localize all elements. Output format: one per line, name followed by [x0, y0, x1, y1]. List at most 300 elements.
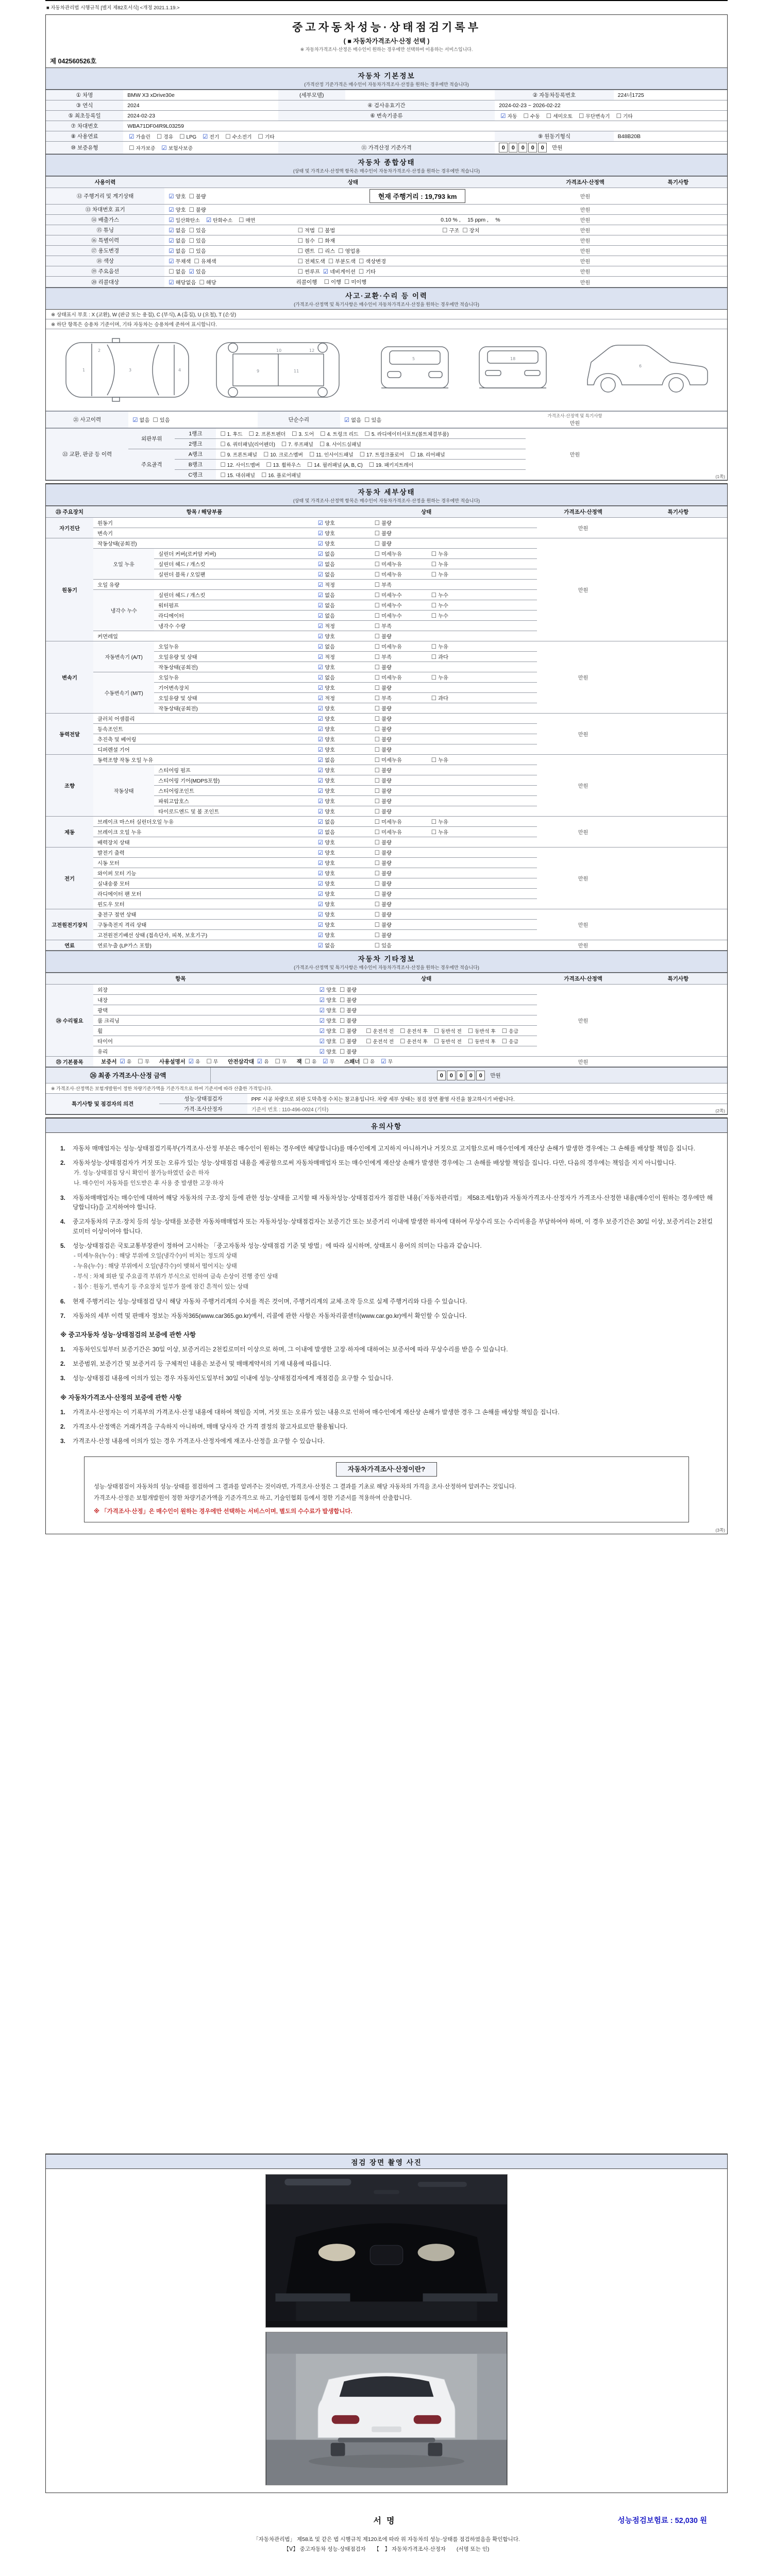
- item-name: 브레이크 마스터 실린더오일 누유: [93, 817, 315, 827]
- checkbox-option[interactable]: ☑ 없음: [317, 603, 335, 609]
- unchecked-box-icon: ☐: [338, 248, 344, 255]
- price-cell: 만원: [537, 817, 629, 848]
- checkbox-option[interactable]: ☐ 경유: [156, 133, 174, 140]
- unchecked-box-icon: ☐: [179, 133, 185, 140]
- checkbox-option[interactable]: ☑ 없음: [132, 417, 150, 423]
- checkbox-option[interactable]: ☐ 있음: [189, 248, 206, 255]
- status-cell: [315, 538, 537, 549]
- remark-cell: [629, 641, 727, 714]
- checked-box-icon: ☑: [319, 1049, 325, 1055]
- checkbox-option[interactable]: ☑ 무: [381, 1059, 393, 1065]
- checkbox-option[interactable]: ☐ 불량: [374, 634, 392, 640]
- checkbox-option[interactable]: ☐ 불량: [374, 706, 392, 712]
- checkbox-option[interactable]: ☐ 불량: [374, 531, 392, 537]
- checkbox-option[interactable]: ☐ 불량: [340, 1028, 357, 1035]
- checkbox-option[interactable]: ☐ 화재: [317, 238, 335, 244]
- engine-label: ⑨ 원동기형식: [495, 131, 613, 142]
- unchecked-box-icon: ☐: [153, 417, 158, 423]
- notice-sub-item: - 침수 : 원동기, 변속기 등 주요장치 일부가 물에 잠긴 흔적이 있는 상태: [74, 1283, 249, 1290]
- checkbox-option[interactable]: ☐ 13. 휠하우스: [266, 462, 301, 468]
- checkbox-option[interactable]: ☑ 양호: [317, 520, 335, 527]
- checkbox-option[interactable]: ☐ 누유: [431, 819, 448, 825]
- checkbox-option[interactable]: ☑ 적정: [317, 582, 335, 588]
- checkbox-option[interactable]: ☑ 없음: [317, 757, 335, 764]
- checkbox-option[interactable]: ☐ 불량: [374, 912, 392, 918]
- checkbox-option[interactable]: ☑ 없음: [169, 248, 186, 255]
- unchecked-box-icon: ☐: [317, 248, 324, 255]
- checkbox-option[interactable]: ☐ 부족: [374, 654, 392, 660]
- unchecked-box-icon: ☐: [169, 269, 174, 275]
- unchecked-box-icon: ☐: [297, 269, 304, 275]
- checkbox-option[interactable]: ☐ 무: [206, 1059, 219, 1065]
- checkbox-option[interactable]: ☐ 불량: [374, 520, 392, 527]
- checkbox-option[interactable]: ☑ 해당없음: [169, 279, 196, 286]
- checkbox-option[interactable]: ☐ 기타: [616, 113, 633, 120]
- checkbox-option[interactable]: ☐ 미세누수: [374, 603, 402, 609]
- checkbox-option[interactable]: ☐ 운전석 후: [400, 1028, 428, 1035]
- checkbox-option[interactable]: ☐ 불량: [374, 716, 392, 722]
- checkbox-option[interactable]: ☐ 불량: [340, 1039, 357, 1045]
- checkbox-option[interactable]: ☐ 불법: [317, 228, 335, 234]
- checkbox-option[interactable]: ☑ 양호: [319, 987, 337, 993]
- unchecked-box-icon: ☐: [297, 228, 304, 234]
- checkbox-option[interactable]: ☑ 양호: [317, 881, 335, 887]
- checkbox-option[interactable]: ☑ 없음: [317, 592, 335, 599]
- unchecked-box-icon: ☐: [281, 441, 287, 448]
- checkbox-option[interactable]: ☐ 기타: [258, 133, 275, 140]
- checkbox-option[interactable]: ☐ 유: [305, 1059, 317, 1065]
- checkbox-option[interactable]: ☐ 운전석 후: [400, 1039, 428, 1045]
- checkbox-option[interactable]: ☑ 양호: [169, 194, 186, 200]
- final-price-label: ㉖ 최종 가격조사·산정 금액: [46, 1067, 211, 1083]
- checkbox-option[interactable]: ☑ 없음: [317, 675, 335, 681]
- checkbox-option[interactable]: ☑ 없음: [317, 943, 335, 949]
- checked-box-icon: ☑: [317, 541, 324, 547]
- checkbox-option[interactable]: ☑ 없음: [317, 819, 335, 825]
- price-cell: 만원: [537, 909, 629, 940]
- checkbox-option[interactable]: ☐ 운전석 전: [366, 1039, 394, 1045]
- checked-box-icon: ☑: [317, 788, 324, 794]
- checkbox-option[interactable]: ☐ 불량: [374, 850, 392, 856]
- checkbox-option[interactable]: ☐ 불량: [374, 665, 392, 671]
- inspection-photo-rear: [265, 2332, 508, 2485]
- remark-cell: [629, 538, 727, 641]
- checkbox-option[interactable]: ☑ 양호: [169, 207, 186, 213]
- checkbox-option[interactable]: ☑ 양호: [317, 541, 335, 547]
- checkbox-option[interactable]: ☐ 자가보증: [129, 145, 156, 151]
- checkbox-option[interactable]: ☐ 미세누유: [374, 829, 402, 836]
- checkbox-option[interactable]: ☐ 운전석 전: [366, 1028, 394, 1035]
- checkbox-option[interactable]: ☑ 양호: [317, 788, 335, 794]
- checkbox-option[interactable]: ☐ 있음: [364, 417, 382, 423]
- checkbox-option[interactable]: ☑ 양호: [319, 1049, 337, 1055]
- checkbox-option[interactable]: ☑ 양호: [317, 706, 335, 712]
- checkbox-option[interactable]: ☐ 렌트: [297, 248, 315, 255]
- checked-box-icon: ☑: [317, 881, 324, 887]
- svg-text:12: 12: [309, 348, 315, 353]
- checkbox-option[interactable]: ☑ 가솔린: [129, 133, 150, 140]
- checkbox-option[interactable]: ☐ 무단변속기: [578, 113, 610, 120]
- checkbox-option[interactable]: ☐ 이행: [324, 279, 342, 285]
- checkbox-option[interactable]: ☐ 불량: [189, 194, 206, 200]
- car-name-label: ① 차명: [46, 90, 123, 100]
- checkbox-option[interactable]: ☐ 유채색: [194, 259, 216, 265]
- checkbox-option[interactable]: ☑ 없음: [317, 829, 335, 836]
- unchecked-box-icon: ☐: [431, 572, 437, 578]
- unchecked-box-icon: ☐: [374, 623, 380, 630]
- checkbox-option[interactable]: ☑ 자동: [500, 113, 517, 120]
- unchecked-box-icon: ☐: [431, 613, 437, 619]
- details-col-remark: 특기사항: [629, 506, 727, 518]
- checkbox-option[interactable]: ☐ 침수: [297, 238, 315, 244]
- checkbox-option[interactable]: ☐ 색상변경: [358, 259, 386, 265]
- checkbox-option[interactable]: ☑ 양호: [317, 891, 335, 897]
- rank-row: ㉒ 교환, 판금 등 이력 외판부위 1랭크 ☐ 1. 후드 ☐ 2. 프론트펜더 ☐ 3. 도어 ☐ 4. 트렁크 리드 ☐ 5. 라디에이터서포트(볼트체결부품) 만원: [46, 429, 727, 439]
- checkbox-option[interactable]: ☐ 수소전기: [225, 133, 252, 140]
- base-price-value: [495, 142, 727, 154]
- notice-item: [60, 1311, 713, 1321]
- unchecked-box-icon: ☐: [431, 592, 437, 599]
- checkbox-option[interactable]: ☑ 일산화탄소: [169, 217, 200, 224]
- basic-row-fuel: [46, 131, 727, 142]
- item-name: 오일유량 및 상태: [154, 693, 315, 703]
- tuning-kind: [438, 225, 541, 235]
- checkbox-option[interactable]: ☑ 양호: [317, 531, 335, 537]
- checkbox-option[interactable]: ☐ 불량: [374, 860, 392, 867]
- checkbox-option[interactable]: ☐ 미이행: [344, 279, 367, 285]
- unchecked-box-icon: ☐: [324, 279, 330, 285]
- checkbox-option[interactable]: ☑ 양호: [317, 768, 335, 774]
- checkbox-option[interactable]: ☑ 양호: [319, 1008, 337, 1014]
- checkbox-option[interactable]: ☐ 8. 사이드실패널: [319, 441, 361, 448]
- checkbox-option[interactable]: ☐ 불량: [340, 987, 357, 993]
- rank-label: B랭크: [175, 460, 216, 470]
- checkbox-option[interactable]: ☐ 미세누수: [374, 613, 402, 619]
- checkbox-option[interactable]: ☐ 과다: [431, 696, 448, 702]
- checkbox-option[interactable]: ☐ 15. 대쉬패널: [220, 472, 255, 479]
- checkbox-option[interactable]: ☐ 불량: [374, 726, 392, 733]
- checkbox-option[interactable]: ☐ 불량: [374, 788, 392, 794]
- checkbox-option[interactable]: ☐ 미세누유: [374, 562, 402, 568]
- checkbox-option[interactable]: ☐ 7. 루프패널: [281, 441, 313, 448]
- checkbox-option[interactable]: ☐ 있음: [189, 228, 206, 234]
- checkbox-option[interactable]: ☐ 누수: [431, 603, 448, 609]
- mileage-box-cell: [294, 188, 542, 205]
- price-digit-box: 0: [528, 143, 537, 152]
- unchecked-box-icon: ☐: [307, 462, 313, 468]
- checkbox-option[interactable]: ☐ 응급: [501, 1039, 519, 1045]
- checkbox-option[interactable]: ☑ 양호: [319, 1018, 337, 1024]
- checkbox-option[interactable]: ☐ 영업용: [338, 248, 361, 255]
- checkbox-option[interactable]: ☑ 양호: [317, 850, 335, 856]
- checkbox-option[interactable]: ☐ 불량: [374, 747, 392, 753]
- checkbox-option[interactable]: ☑ 양호: [317, 665, 335, 671]
- checkbox-option[interactable]: ☐ 9. 프론트패널: [220, 451, 257, 458]
- checkbox-option[interactable]: ☐ 누유: [431, 562, 448, 568]
- checkbox-option[interactable]: ☐ 있음: [374, 943, 392, 949]
- notice-item: [60, 1144, 713, 1154]
- checkbox-option[interactable]: ☐ 장치: [462, 228, 480, 234]
- checkbox-option[interactable]: ☐ 리스: [317, 248, 335, 255]
- item-name: 시동 모터: [93, 858, 315, 868]
- item-name: 내장: [93, 995, 315, 1005]
- checkbox-option[interactable]: ☑ 양호: [317, 840, 335, 846]
- checkbox-option[interactable]: ☐ 과다: [431, 654, 448, 660]
- notice-item: [60, 1422, 713, 1432]
- checkbox-option[interactable]: ☐ 불량: [374, 799, 392, 805]
- checkbox-option[interactable]: ☐ 무: [138, 1059, 150, 1065]
- checkbox-option[interactable]: ☑ 양호: [317, 726, 335, 733]
- unchecked-box-icon: ☐: [410, 451, 416, 458]
- unchecked-box-icon: ☐: [431, 829, 437, 836]
- detail-row: [46, 641, 727, 652]
- checkbox-option[interactable]: ☐ 누유: [431, 757, 448, 764]
- checkbox-option[interactable]: ☐ 불량: [374, 768, 392, 774]
- checkbox-option[interactable]: ☑ 유: [120, 1059, 132, 1065]
- etc-row: [46, 985, 727, 995]
- checkbox-option[interactable]: ☑ 양호: [319, 1039, 337, 1045]
- unchecked-box-icon: ☐: [374, 747, 380, 753]
- status-cell: [315, 889, 537, 899]
- checkbox-option[interactable]: ☑ 없음: [317, 644, 335, 650]
- checkbox-option[interactable]: ☐ 있음: [153, 417, 170, 423]
- details-col-device: ㉓ 주요장치: [46, 506, 93, 518]
- checkbox-option[interactable]: ☐ 17. 트렁크플로어: [359, 451, 405, 458]
- checkbox-option[interactable]: ☐ 불량: [340, 1018, 357, 1024]
- checkbox-option[interactable]: ☑ 양호: [317, 747, 335, 753]
- checkbox-option[interactable]: ☐ 불량: [374, 881, 392, 887]
- checkbox-option[interactable]: ☑ 네비게이션: [323, 269, 356, 275]
- checkbox-option[interactable]: ☐ 불량: [340, 997, 357, 1004]
- checkbox-option[interactable]: ☐ LPG: [179, 133, 197, 140]
- unchecked-box-icon: ☐: [374, 592, 380, 599]
- checkbox-option[interactable]: ☐ 누유: [431, 829, 448, 836]
- checkbox-option[interactable]: ☑ 양호: [319, 1028, 337, 1035]
- checkbox-option[interactable]: ☐ 누유: [431, 572, 448, 578]
- checkbox-option[interactable]: ☑ 양호: [317, 716, 335, 722]
- checkbox-option[interactable]: ☑ 양호: [317, 922, 335, 928]
- item-name: 스티어링 기어(MDPS포함): [154, 775, 315, 786]
- checkbox-option[interactable]: ☐ 수동: [523, 113, 540, 120]
- checkbox-option[interactable]: ☐ 3. 도어: [292, 431, 314, 437]
- checked-box-icon: ☑: [317, 592, 324, 599]
- checkbox-option[interactable]: ☐ 미세누유: [374, 644, 402, 650]
- checkbox-option[interactable]: ☑ 적정: [317, 654, 335, 660]
- checkbox-option[interactable]: ☐ 동반석 전: [434, 1039, 462, 1045]
- first-reg-value: 2024-02-23: [123, 111, 278, 121]
- unchecked-box-icon: ☐: [366, 1039, 372, 1045]
- checkbox-option[interactable]: ☐ 불량: [374, 922, 392, 928]
- checkbox-option[interactable]: ☑ 탄화수소: [206, 217, 233, 224]
- checkbox-option[interactable]: ☑ 없음: [169, 238, 186, 244]
- checkbox-option[interactable]: ☑ 없음: [317, 613, 335, 619]
- checkbox-option[interactable]: ☑ 적정: [317, 623, 335, 630]
- checkbox-option[interactable]: ☐ 14. 필러패널 (A, B, C): [307, 462, 363, 468]
- section-details-etc-final: [45, 483, 728, 1115]
- checkbox-option[interactable]: ☑ 없음: [317, 562, 335, 568]
- checkbox-option[interactable]: ☐ 10. 크로스멤버: [263, 451, 303, 458]
- checkbox-option[interactable]: ☐ 미세누유: [374, 675, 402, 681]
- item-name: 추진축 및 베어링: [93, 734, 315, 744]
- checkbox-option[interactable]: ☐ 있음: [189, 238, 206, 244]
- checkbox-option[interactable]: ☐ 구조: [442, 228, 460, 234]
- checkbox-option[interactable]: ☑ 양호: [317, 902, 335, 908]
- unchecked-box-icon: ☐: [374, 860, 380, 867]
- checkbox-option[interactable]: ☐ 11. 인사이드패널: [309, 451, 354, 458]
- checkbox-option[interactable]: ☑ 양호: [317, 809, 335, 815]
- checkbox-option[interactable]: ☐ 4. 트렁크 리드: [320, 431, 359, 437]
- checkbox-option[interactable]: ☐ 없음: [169, 269, 186, 275]
- checkbox-option[interactable]: ☐ 응급: [501, 1028, 519, 1035]
- notice-item-number: 7.: [60, 1312, 65, 1319]
- checkbox-option[interactable]: ☐ 불량: [374, 933, 392, 939]
- checkbox-option[interactable]: ☐ 불량: [340, 1008, 357, 1014]
- checkbox-option[interactable]: ☐ 부족: [374, 696, 392, 702]
- checkbox-option[interactable]: ☐ 부족: [374, 623, 392, 630]
- checkbox-option[interactable]: ☐ 불량: [374, 840, 392, 846]
- device-name: 전기: [46, 848, 93, 909]
- checkbox-option[interactable]: ☐ 2. 프론트펜더: [248, 431, 286, 437]
- checkbox-option[interactable]: ☐ 기타: [358, 269, 376, 275]
- checkbox-option[interactable]: ☐ 누유: [431, 644, 448, 650]
- checkbox-option[interactable]: ☑ 양호: [317, 860, 335, 867]
- checkbox-option[interactable]: ☐ 19. 패키지트레이: [368, 462, 414, 468]
- vin-label: ⑦ 차대번호: [46, 121, 123, 131]
- checkbox-option[interactable]: ☐ 썬루프: [297, 269, 320, 275]
- checkbox-option[interactable]: ☑ 보험사보증: [161, 145, 193, 151]
- checkbox-option[interactable]: ☑ 양호: [317, 685, 335, 691]
- checkbox-option[interactable]: ☑ 없음: [317, 551, 335, 557]
- unchecked-box-icon: ☐: [400, 1028, 406, 1035]
- checkbox-option[interactable]: ☑ 양호: [317, 871, 335, 877]
- item-name: 디퍼렌셜 기어: [93, 744, 315, 755]
- accident-title: 사고·교환·수리 등 이력: [345, 292, 428, 300]
- checkbox-option[interactable]: ☑ 없음: [317, 572, 335, 578]
- checkbox-option[interactable]: ☐ 적법: [297, 228, 315, 234]
- checkbox-option[interactable]: ☐ 18. 리어패널: [410, 451, 445, 458]
- checked-box-icon: ☑: [317, 902, 324, 908]
- checkbox-option[interactable]: ☐ 불량: [374, 685, 392, 691]
- notice-item: [60, 1436, 713, 1446]
- appraiser-label: 가격·조사산정자: [159, 1104, 247, 1114]
- checkbox-option[interactable]: ☐ 불량: [340, 1049, 357, 1055]
- status-cell: [315, 1005, 537, 1015]
- unchecked-box-icon: ☐: [374, 943, 380, 949]
- checkbox-option[interactable]: ☐ 불량: [374, 902, 392, 908]
- checked-box-icon: ☑: [317, 551, 324, 557]
- checkbox-option[interactable]: ☑ 양호: [319, 997, 337, 1004]
- checkbox-option[interactable]: ☐ 1. 후드: [220, 431, 243, 437]
- checkbox-option[interactable]: ☐ 동반석 후: [467, 1028, 496, 1035]
- info-box-highlight: ※ 「가격조사·산정」은 매수인이 원하는 경우에만 선택하는 서비스이며, 별도의 수수료가 발생합니다.: [94, 1509, 352, 1515]
- checkbox-option[interactable]: ☐ 부족: [374, 582, 392, 588]
- unchecked-box-icon: ☐: [374, 902, 380, 908]
- rank-parts: [216, 429, 526, 439]
- checkbox-option[interactable]: ☐ 무: [275, 1059, 287, 1065]
- checkbox-option[interactable]: ☐ 불량: [374, 871, 392, 877]
- overall-note: (상태 및 가격조사·산정액 항목은 매수인이 자동차가격조사·산정을 원하는 경우에만 적습니다): [293, 168, 480, 174]
- overall-col-status: 상태: [164, 177, 541, 188]
- checkbox-option[interactable]: ☑ 양호: [317, 778, 335, 784]
- checkbox-option[interactable]: ☑ 유: [188, 1059, 200, 1065]
- checked-box-icon: ☑: [317, 562, 324, 568]
- rank-parts: [216, 460, 526, 470]
- checkbox-option[interactable]: ☐ 부분도색: [328, 259, 356, 265]
- svg-text:10: 10: [276, 348, 282, 353]
- item-name: 원동기: [93, 518, 315, 528]
- basic-info-table: [46, 90, 727, 154]
- checkbox-option[interactable]: ☐ 누유: [431, 675, 448, 681]
- item-name: 라디에이터 팬 모터: [93, 889, 315, 899]
- checkbox-option[interactable]: ☑ 무채색: [169, 259, 191, 265]
- price-cell: 만원: [537, 848, 629, 909]
- checkbox-option[interactable]: ☐ 미세누유: [374, 819, 402, 825]
- checkbox-option[interactable]: ☑ 양호: [317, 737, 335, 743]
- checkbox-option[interactable]: ☐ 미세누유: [374, 572, 402, 578]
- checkbox-option[interactable]: ☐ 6. 쿼터패널(리어펜더): [220, 441, 275, 448]
- checkbox-option[interactable]: ☐ 해당: [199, 279, 216, 286]
- checkbox-option[interactable]: ☐ 불량: [189, 207, 206, 213]
- checkbox-option[interactable]: ☑ 유: [257, 1059, 269, 1065]
- checkbox-option[interactable]: ☑ 양호: [317, 634, 335, 640]
- checkbox-option[interactable]: ☑ 없음: [344, 417, 362, 423]
- checkbox-option[interactable]: ☐ 미세누수: [374, 592, 402, 599]
- checked-box-icon: ☑: [257, 1059, 263, 1065]
- checkbox-option[interactable]: ☐ 누수: [431, 592, 448, 599]
- unchecked-box-icon: ☐: [297, 248, 304, 255]
- item-name: 연료누출 (LP가스 포함): [93, 940, 315, 951]
- checkbox-option[interactable]: ☐ 세미오토: [546, 113, 573, 120]
- checkbox-option[interactable]: ☑ 양호: [317, 933, 335, 939]
- subgroup-name: 작동상태: [93, 765, 154, 817]
- checkbox-option[interactable]: ☐ 불량: [374, 778, 392, 784]
- checkbox-option[interactable]: ☐ 누유: [431, 551, 448, 557]
- checkbox-option[interactable]: ☑ 전기: [203, 133, 220, 140]
- checkbox-option[interactable]: ☐ 미세누유: [374, 551, 402, 557]
- unchecked-box-icon: ☐: [374, 726, 380, 733]
- item-name: 윈도우 모터: [93, 899, 315, 909]
- checkbox-option[interactable]: ☐ 매연: [239, 217, 256, 224]
- checkbox-option[interactable]: ☐ 동반석 후: [467, 1039, 496, 1045]
- checkbox-option[interactable]: ☑ 양호: [317, 912, 335, 918]
- checkbox-option[interactable]: ☐ 불량: [374, 541, 392, 547]
- checkbox-option[interactable]: ☑ 무: [323, 1059, 335, 1065]
- status-cell: [315, 662, 537, 672]
- checkbox-option[interactable]: ☐ 전체도색: [297, 259, 325, 265]
- basic-row-warranty: [46, 142, 727, 154]
- overall-header-row: [46, 177, 727, 188]
- checkbox-option[interactable]: ☐ 16. 플로어패널: [261, 472, 301, 479]
- info-box-line-1: 성능·상태점검이 자동차의 성능·상태를 점검하여 그 결과를 알려주는 것이라면, 가격조사·산정은 그 결과를 기초로 해당 자동차의 가격을 조사·산정하여 알려주는 것입니다.: [94, 1484, 516, 1490]
- checkbox-option[interactable]: ☐ 불량: [374, 737, 392, 743]
- checkbox-option[interactable]: ☑ 있음: [189, 269, 206, 275]
- checkbox-option[interactable]: ☐ 미세누유: [374, 757, 402, 764]
- checkbox-option[interactable]: ☐ 누수: [431, 613, 448, 619]
- checkbox-option[interactable]: ☑ 양호: [317, 799, 335, 805]
- status-cell: [315, 827, 537, 837]
- checkbox-option[interactable]: ☐ 불량: [374, 891, 392, 897]
- unchecked-box-icon: ☐: [374, 799, 380, 805]
- etc-col-price: 가격조사·산정액: [537, 973, 629, 985]
- checkbox-option[interactable]: ☐ 불량: [374, 809, 392, 815]
- checkbox-option[interactable]: ☐ 유: [363, 1059, 375, 1065]
- checkbox-option[interactable]: ☐ 5. 라디에이터서포트(볼트체결부품): [364, 431, 449, 437]
- checkbox-option[interactable]: ☐ 12. 사이드멤버: [220, 462, 260, 468]
- checkbox-option[interactable]: ☑ 없음: [169, 228, 186, 234]
- page-mark-2: (2쪽): [715, 1108, 725, 1113]
- checkbox-option[interactable]: ☐ 동반석 전: [434, 1028, 462, 1035]
- checkbox-option[interactable]: ☑ 적정: [317, 696, 335, 702]
